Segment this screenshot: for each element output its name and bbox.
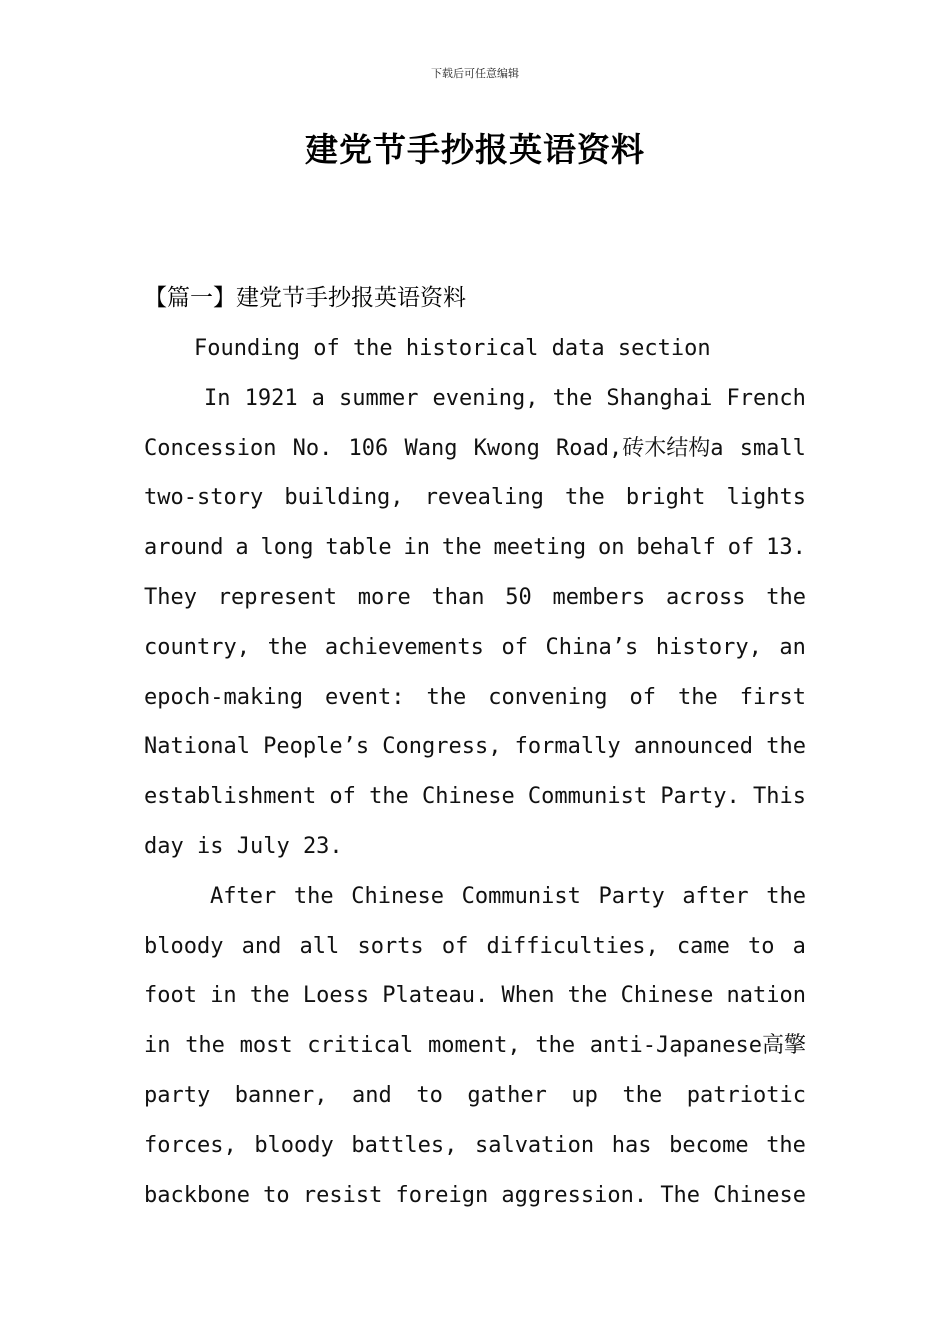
section-heading: 【篇一】建党节手抄报英语资料	[144, 285, 466, 311]
word: formally	[514, 734, 621, 760]
word: meeting	[493, 535, 587, 561]
word: revealing	[424, 485, 544, 511]
word: to	[416, 1082, 443, 1108]
word: small	[739, 435, 806, 461]
word: 50	[505, 584, 532, 610]
word: long	[260, 535, 314, 561]
word: nation	[726, 983, 806, 1009]
word: came	[676, 933, 730, 959]
word: and	[352, 1082, 392, 1108]
word: resist	[302, 1182, 383, 1208]
word: history,	[655, 634, 762, 660]
word: Kwong	[473, 435, 540, 461]
word: French	[726, 385, 806, 411]
paragraph-line	[144, 1121, 806, 1171]
word: the	[766, 584, 806, 610]
word: become	[669, 1132, 749, 1158]
word: the	[426, 684, 467, 710]
word: the	[535, 1033, 576, 1059]
word: foot	[144, 983, 197, 1009]
word: the	[293, 883, 334, 909]
word: after	[682, 883, 749, 909]
paragraph-line	[144, 573, 806, 623]
word: Party	[598, 883, 665, 909]
word: more	[357, 584, 411, 610]
word: a	[235, 535, 249, 561]
word: battles,	[351, 1132, 458, 1158]
word: aggression.	[501, 1182, 648, 1208]
word: backbone	[144, 1182, 250, 1208]
word: a	[792, 933, 806, 959]
word: most	[239, 1033, 293, 1059]
word: of	[441, 933, 469, 959]
word: Communist	[461, 883, 581, 909]
paragraph-line	[144, 374, 806, 424]
word: up	[571, 1082, 598, 1108]
word: the	[369, 784, 409, 810]
word: Chinese	[620, 983, 714, 1009]
word: critical	[307, 1033, 414, 1059]
paragraph-line	[144, 772, 806, 822]
word: and	[241, 933, 282, 959]
paragraph-line: day is July 23.	[144, 833, 343, 859]
word: China’s	[545, 634, 639, 660]
paragraph-line	[144, 424, 806, 474]
word: National	[144, 734, 250, 760]
word: members	[552, 584, 646, 610]
word: Road,砖木结构a	[556, 435, 724, 461]
word: In	[204, 385, 231, 411]
word: the	[441, 535, 482, 561]
word: lights	[726, 485, 806, 511]
word: the	[766, 883, 806, 909]
word: behalf	[636, 535, 716, 561]
word: Chinese	[422, 784, 515, 810]
paragraph-line	[144, 1171, 806, 1221]
document-body	[144, 324, 806, 1220]
word: the	[565, 485, 605, 511]
word: in	[144, 1033, 171, 1059]
word: The	[660, 1182, 701, 1208]
word: to	[747, 933, 775, 959]
word: around	[144, 535, 224, 561]
word: the	[185, 1033, 225, 1059]
word: an	[779, 634, 806, 660]
word: the	[567, 983, 608, 1009]
word: moment,	[427, 1033, 521, 1059]
word: bloody	[254, 1132, 334, 1158]
word: table	[325, 535, 392, 561]
paragraph-line	[144, 1021, 806, 1071]
word: country,	[144, 634, 250, 660]
word: Chinese	[351, 883, 444, 909]
word: When	[501, 983, 555, 1009]
word: salvation	[474, 1132, 595, 1158]
paragraph-line	[144, 473, 806, 523]
word: event:	[324, 684, 405, 710]
word: People’s	[263, 734, 370, 760]
word: first	[739, 684, 806, 710]
word: Communist	[527, 784, 648, 810]
word: They	[144, 584, 197, 610]
word: Shanghai	[606, 385, 713, 411]
word: the	[766, 1132, 806, 1158]
word: on	[598, 535, 625, 561]
word: This	[752, 784, 806, 810]
word: No.	[292, 435, 333, 461]
word: Concession	[144, 435, 277, 461]
word: two-story	[144, 485, 264, 511]
paragraph-line	[144, 523, 806, 573]
word: of	[501, 634, 528, 660]
word: 1921	[244, 385, 298, 411]
word: the	[249, 983, 290, 1009]
word: the	[267, 634, 308, 660]
paragraph-line	[144, 1071, 806, 1121]
word: than	[431, 584, 485, 610]
word: foreign	[395, 1182, 489, 1208]
word: all	[299, 933, 340, 959]
word: gather	[467, 1082, 547, 1108]
word: party	[144, 1082, 211, 1108]
word: of	[329, 784, 356, 810]
paragraph-line	[144, 922, 806, 972]
word: Wang	[404, 435, 458, 461]
word: to	[263, 1182, 290, 1208]
word: of	[629, 684, 656, 710]
word: forces,	[144, 1132, 237, 1158]
word: sorts	[357, 933, 424, 959]
word: anti-Japanese高擎	[589, 1033, 806, 1059]
word: the	[766, 734, 806, 760]
paragraph-line	[144, 971, 806, 1021]
word: the	[552, 385, 593, 411]
header-note: 下载后可任意编辑	[431, 67, 519, 80]
word: banner,	[234, 1082, 328, 1108]
word: Plateau.	[382, 983, 489, 1009]
document-title: 建党节手抄报英语资料	[305, 130, 645, 169]
word: 106	[348, 435, 389, 461]
word: the	[677, 684, 718, 710]
word: convening	[488, 684, 608, 710]
word: After	[210, 883, 277, 909]
word: achievements	[324, 634, 484, 660]
word: Party.	[660, 784, 740, 810]
word: of	[727, 535, 755, 561]
word: evening,	[432, 385, 539, 411]
word: summer	[338, 385, 419, 411]
word: difficulties,	[486, 933, 659, 959]
paragraph-1	[144, 374, 806, 872]
word: epoch-making	[144, 684, 303, 710]
word: the	[622, 1082, 663, 1108]
word: establishment	[144, 784, 317, 810]
word: 13.	[766, 535, 806, 561]
subtitle-line: Founding of the historical data section	[194, 336, 711, 361]
paragraph-line	[144, 872, 806, 922]
word: in	[210, 983, 237, 1009]
word: Loess	[302, 983, 370, 1009]
word: bright	[625, 485, 706, 511]
word: across	[665, 584, 746, 610]
word: building,	[284, 485, 404, 511]
paragraph-2	[144, 872, 806, 1221]
word: announced	[633, 734, 754, 760]
word: Chinese	[713, 1182, 806, 1208]
word: represent	[217, 584, 337, 610]
word: Congress,	[382, 734, 502, 760]
word: has	[611, 1132, 652, 1158]
word: a	[311, 385, 325, 411]
word: in	[403, 535, 430, 561]
paragraph-line	[144, 722, 806, 772]
paragraph-line	[144, 673, 806, 723]
word: bloody	[144, 933, 224, 959]
word: patriotic	[686, 1082, 806, 1108]
paragraph-line	[144, 623, 806, 673]
